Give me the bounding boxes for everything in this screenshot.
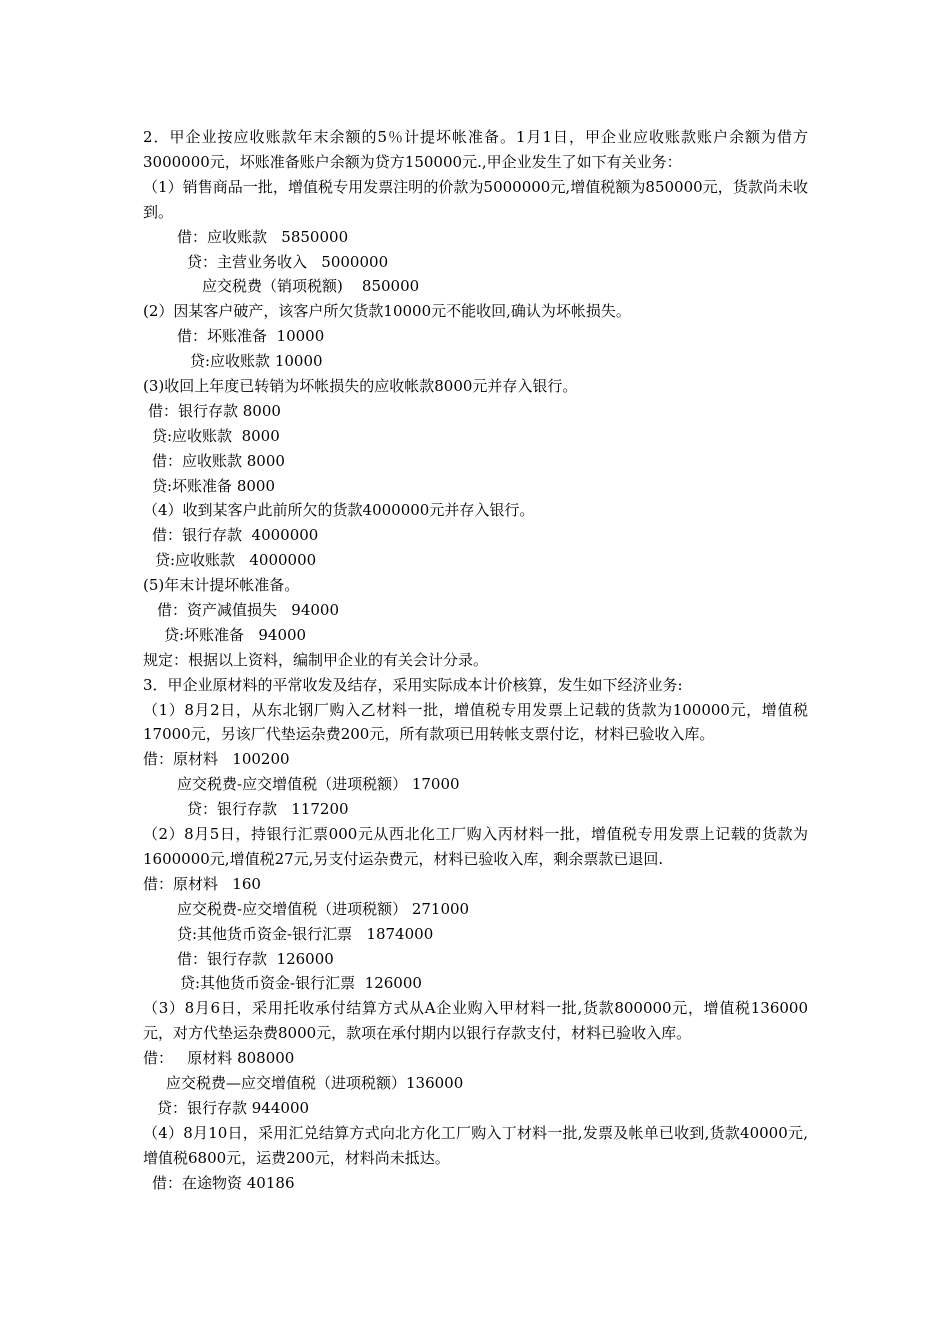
- text-line: 借：原材料 160: [143, 874, 261, 893]
- text-line: （4）8月10日，采用汇兑结算方式向北方化工厂购入丁材料一批,发票及帐单已收到,货款40000元,增值税6800元，运费200元，材料尚未抵达。: [143, 1123, 808, 1167]
- document-body: [143, 125, 808, 1195]
- text-line: 借：在途物资 40186: [152, 1173, 295, 1192]
- text-line: 借：原材料 100200: [143, 750, 290, 769]
- text-line: （1）销售商品一批，增值税专用发票注明的价款为5000000元,增值税额为850000元，货款尚未收到。: [143, 177, 808, 221]
- text-line: 贷：银行存款 944000: [157, 1098, 310, 1117]
- text-line: (2）因某客户破产，该客户所欠货款10000元不能收回,确认为坏帐损失。: [143, 302, 631, 321]
- text-line: 2．甲企业按应收账款年末余额的5％计提坏帐准备。1月1日，甲企业应收账款账户余额为借方3000000元，坏账准备账户余额为贷方150000元.,甲企业发生了如下有关业务：: [143, 128, 808, 171]
- text-line: 借：应收账款 8000: [152, 451, 285, 470]
- text-line: 贷:坏账准备 94000: [164, 625, 307, 644]
- text-line: 借：银行存款 4000000: [152, 526, 319, 545]
- text-line: 应交税费-应交增值税（进项税额） 17000: [177, 775, 460, 794]
- text-line: 借： 原材料 808000: [143, 1049, 295, 1068]
- text-line: （3）8月6日，采用托收承付结算方式从A企业购入甲材料一批,货款800000元，增值税136000元，对方代垫运杂费8000元，款项在承付期内以银行存款支付，材料已验收入库。: [143, 999, 808, 1043]
- text-line: （4）收到某客户此前所欠的货款4000000元并存入银行。: [143, 501, 535, 520]
- text-line: (3)收回上年度已转销为坏帐损失的应收帐款8000元并存入银行。: [143, 376, 578, 395]
- text-line: 借：银行存款 8000: [148, 401, 281, 420]
- text-line: 应交税费—应交增值税（进项税额）136000: [166, 1074, 464, 1092]
- text-line: 3．甲企业原材料的平常收发及结存，采用实际成本计价核算，发生如下经济业务:: [143, 675, 683, 694]
- text-line: (5)年末计提坏帐准备。: [143, 576, 300, 595]
- text-line: 借：应收账款 5850000: [177, 227, 349, 246]
- text-line: （2）8月5日，持银行汇票000元从西北化工厂购入丙材料一批，增值税专用发票上记载的货款为1600000元,增值税27元,另支付运杂费元，材料已验收入库，剩余票款已退回.: [143, 825, 808, 868]
- text-line: （1）8月2日，从东北钢厂购入乙材料一批，增值税专用发票上记载的货款为100000元，增值税17000元，另该厂代垫运杂费200元，所有款项已用转帐支票付讫，材料已验收入库。: [143, 700, 808, 744]
- text-line: 贷：银行存款 117200: [187, 800, 349, 819]
- text-line: 借：坏账准备 10000: [177, 327, 325, 346]
- text-line: 贷:应收账款 8000: [152, 426, 280, 445]
- text-line: 借：银行存款 126000: [177, 949, 334, 968]
- text-line: 规定：根据以上资料，编制甲企业的有关会计分录。: [143, 650, 489, 669]
- text-line: 贷:应收账款 10000: [190, 352, 323, 371]
- text-line: 贷:其他货币资金-银行汇票 126000: [180, 974, 422, 993]
- text-line: 应交税费（销项税额) 850000: [202, 277, 420, 296]
- text-line: 借：资产减值损失 94000: [157, 600, 340, 619]
- text-line: 贷:应收账款 4000000: [155, 551, 317, 570]
- text-line: 贷：主营业务收入 5000000: [187, 252, 389, 271]
- text-line: 应交税费-应交增值税（进项税额） 271000: [177, 899, 470, 918]
- text-line: 贷:其他货币资金-银行汇票 1874000: [177, 924, 434, 943]
- text-line: 贷:坏账准备 8000: [152, 476, 275, 495]
